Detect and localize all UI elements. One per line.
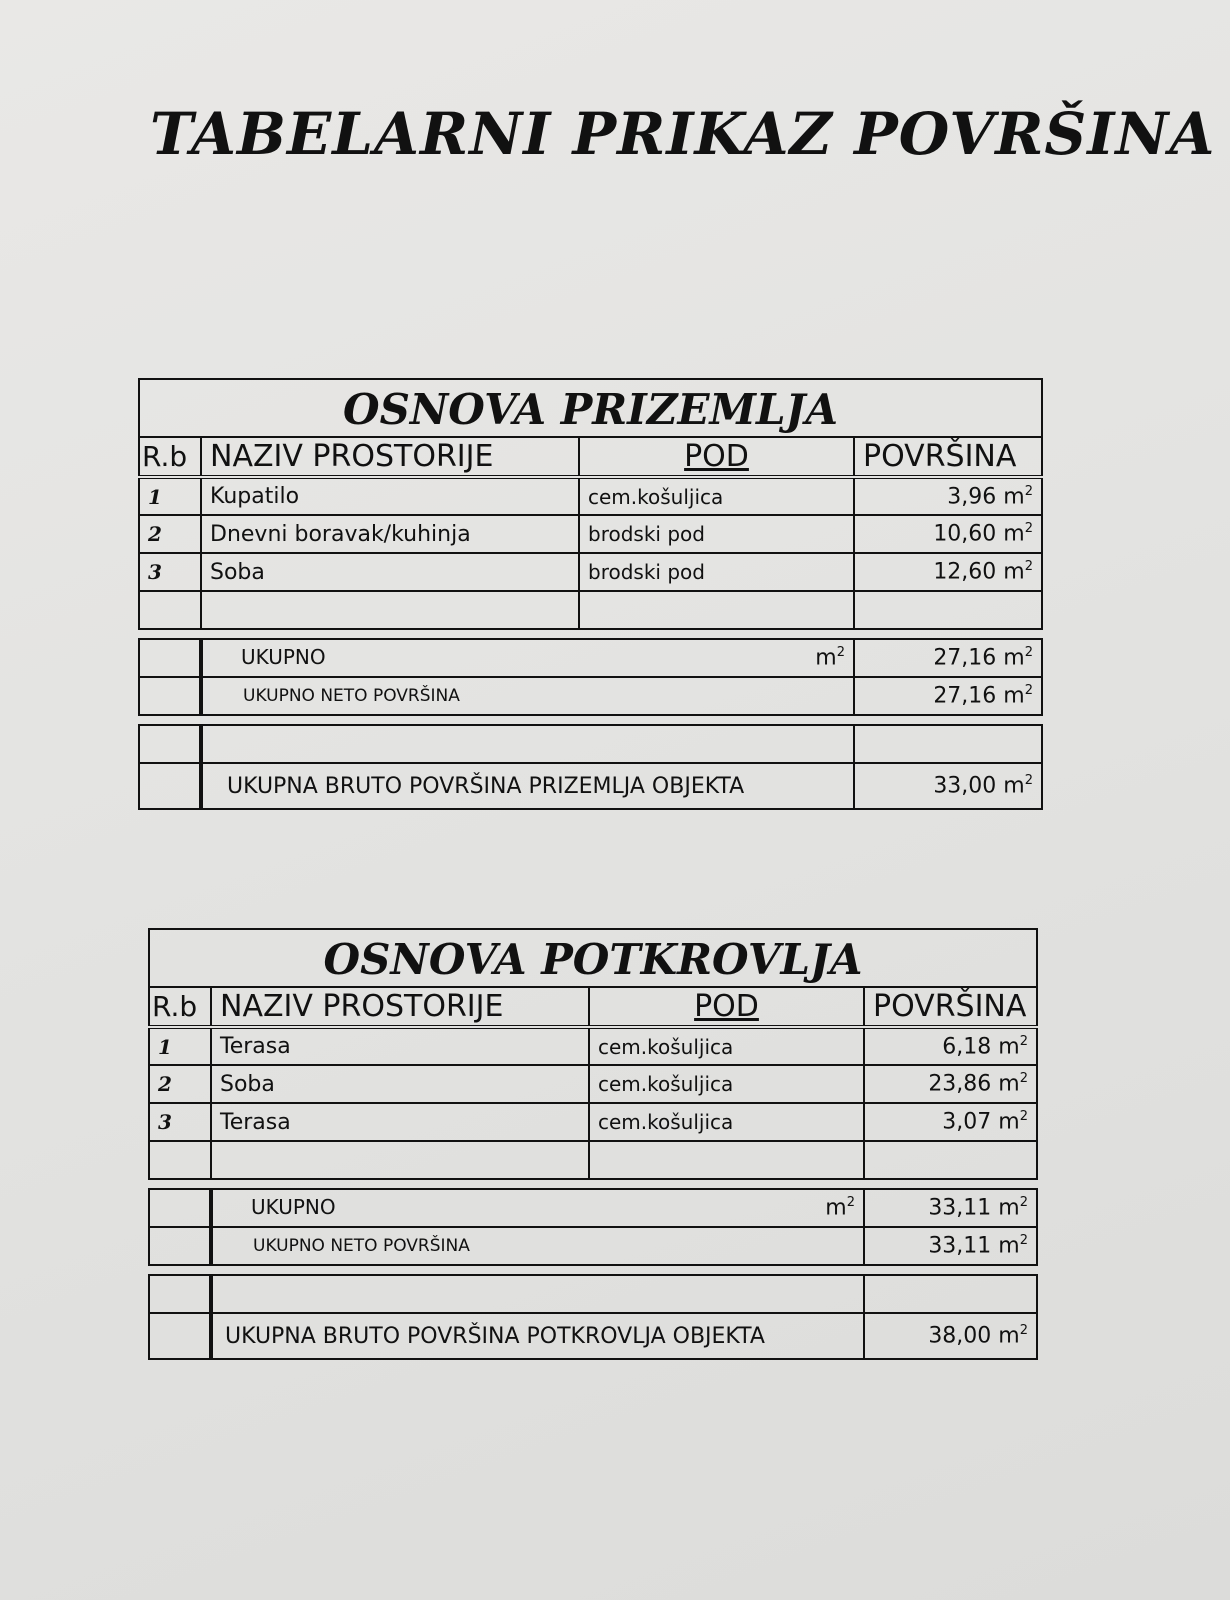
floor-type: cem.košuljica <box>579 477 854 515</box>
total-row <box>139 639 1042 677</box>
gross-value: 38,00 $m^2$ <box>864 1313 1037 1359</box>
empty-row <box>149 1141 1037 1179</box>
row-number: 1 <box>149 1027 211 1065</box>
room-area: 6,18 $m^2$ <box>864 1027 1037 1065</box>
floor-type: brodski pod <box>579 515 854 553</box>
header-rb: R.b <box>139 437 201 477</box>
row-number: 3 <box>139 553 201 591</box>
net-label: UKUPNO NETO POVRŠINA <box>201 677 854 715</box>
room-name: Dnevni boravak/kuhinja <box>201 515 579 553</box>
net-value: 33,11 $m^2$ <box>864 1227 1037 1265</box>
total-row <box>149 1189 1037 1227</box>
table-row <box>139 515 1042 553</box>
table-row <box>149 1103 1037 1141</box>
floor-type: brodski pod <box>579 553 854 591</box>
total-label-cell: UKUPNO $m^2$ <box>211 1189 864 1227</box>
table-row <box>139 477 1042 515</box>
gross-total-row <box>139 763 1042 809</box>
header-rb: R.b <box>149 987 211 1027</box>
net-total-row <box>149 1227 1037 1265</box>
table-row <box>139 553 1042 591</box>
room-area: 12,60 $m^2$ <box>854 553 1042 591</box>
ground-floor-table <box>138 436 1043 810</box>
header-room-name: NAZIV PROSTORIJE <box>201 437 579 477</box>
unit-label: $m^2$ <box>825 1195 855 1221</box>
room-name: Kupatilo <box>201 477 579 515</box>
room-name: Soba <box>211 1065 589 1103</box>
header-area: POVRŠINA <box>854 437 1042 477</box>
row-number: 3 <box>149 1103 211 1141</box>
spacer-row <box>149 1265 1037 1275</box>
gross-label: UKUPNA BRUTO POVRŠINA POTKROVLJA OBJEKTA <box>211 1313 864 1359</box>
room-area: 10,60 $m^2$ <box>854 515 1042 553</box>
row-number: 2 <box>139 515 201 553</box>
room-name: Soba <box>201 553 579 591</box>
room-area: 3,96 $m^2$ <box>854 477 1042 515</box>
ground-floor-title: OSNOVA PRIZEMLJA <box>138 378 1043 436</box>
floor-type: cem.košuljica <box>589 1027 864 1065</box>
room-name: Terasa <box>211 1027 589 1065</box>
room-area: 3,07 $m^2$ <box>864 1103 1037 1141</box>
document-title: TABELARNI PRIKAZ POVRŠINA <box>150 100 1216 168</box>
unit-label: $m^2$ <box>815 645 845 671</box>
net-total-row <box>139 677 1042 715</box>
gross-value: 33,00 $m^2$ <box>854 763 1042 809</box>
empty-row <box>149 1275 1037 1313</box>
attic-table <box>148 986 1038 1360</box>
attic-title: OSNOVA POTKROVLJA <box>148 928 1038 986</box>
floor-type: cem.košuljica <box>589 1103 864 1141</box>
header-floor: POD <box>589 987 864 1027</box>
header-room-name: NAZIV PROSTORIJE <box>211 987 589 1027</box>
table-header-row <box>149 987 1037 1027</box>
room-name: Terasa <box>211 1103 589 1141</box>
attic-section <box>148 928 1038 1360</box>
net-label: UKUPNO NETO POVRŠINA <box>211 1227 864 1265</box>
gross-label: UKUPNA BRUTO POVRŠINA PRIZEMLJA OBJEKTA <box>201 763 854 809</box>
gross-total-row <box>149 1313 1037 1359</box>
total-label-cell: UKUPNO $m^2$ <box>201 639 854 677</box>
spacer-row <box>149 1179 1037 1189</box>
floor-type: cem.košuljica <box>589 1065 864 1103</box>
empty-row <box>139 725 1042 763</box>
table-row <box>149 1065 1037 1103</box>
total-value: 27,16 $m^2$ <box>854 639 1042 677</box>
table-row <box>149 1027 1037 1065</box>
spacer-row <box>139 629 1042 639</box>
table-header-row <box>139 437 1042 477</box>
header-area: POVRŠINA <box>864 987 1037 1027</box>
row-number: 2 <box>149 1065 211 1103</box>
total-value: 33,11 $m^2$ <box>864 1189 1037 1227</box>
row-number: 1 <box>139 477 201 515</box>
empty-row <box>139 591 1042 629</box>
header-floor: POD <box>579 437 854 477</box>
spacer-row <box>139 715 1042 725</box>
room-area: 23,86 $m^2$ <box>864 1065 1037 1103</box>
net-value: 27,16 $m^2$ <box>854 677 1042 715</box>
ground-floor-section <box>138 378 1043 810</box>
